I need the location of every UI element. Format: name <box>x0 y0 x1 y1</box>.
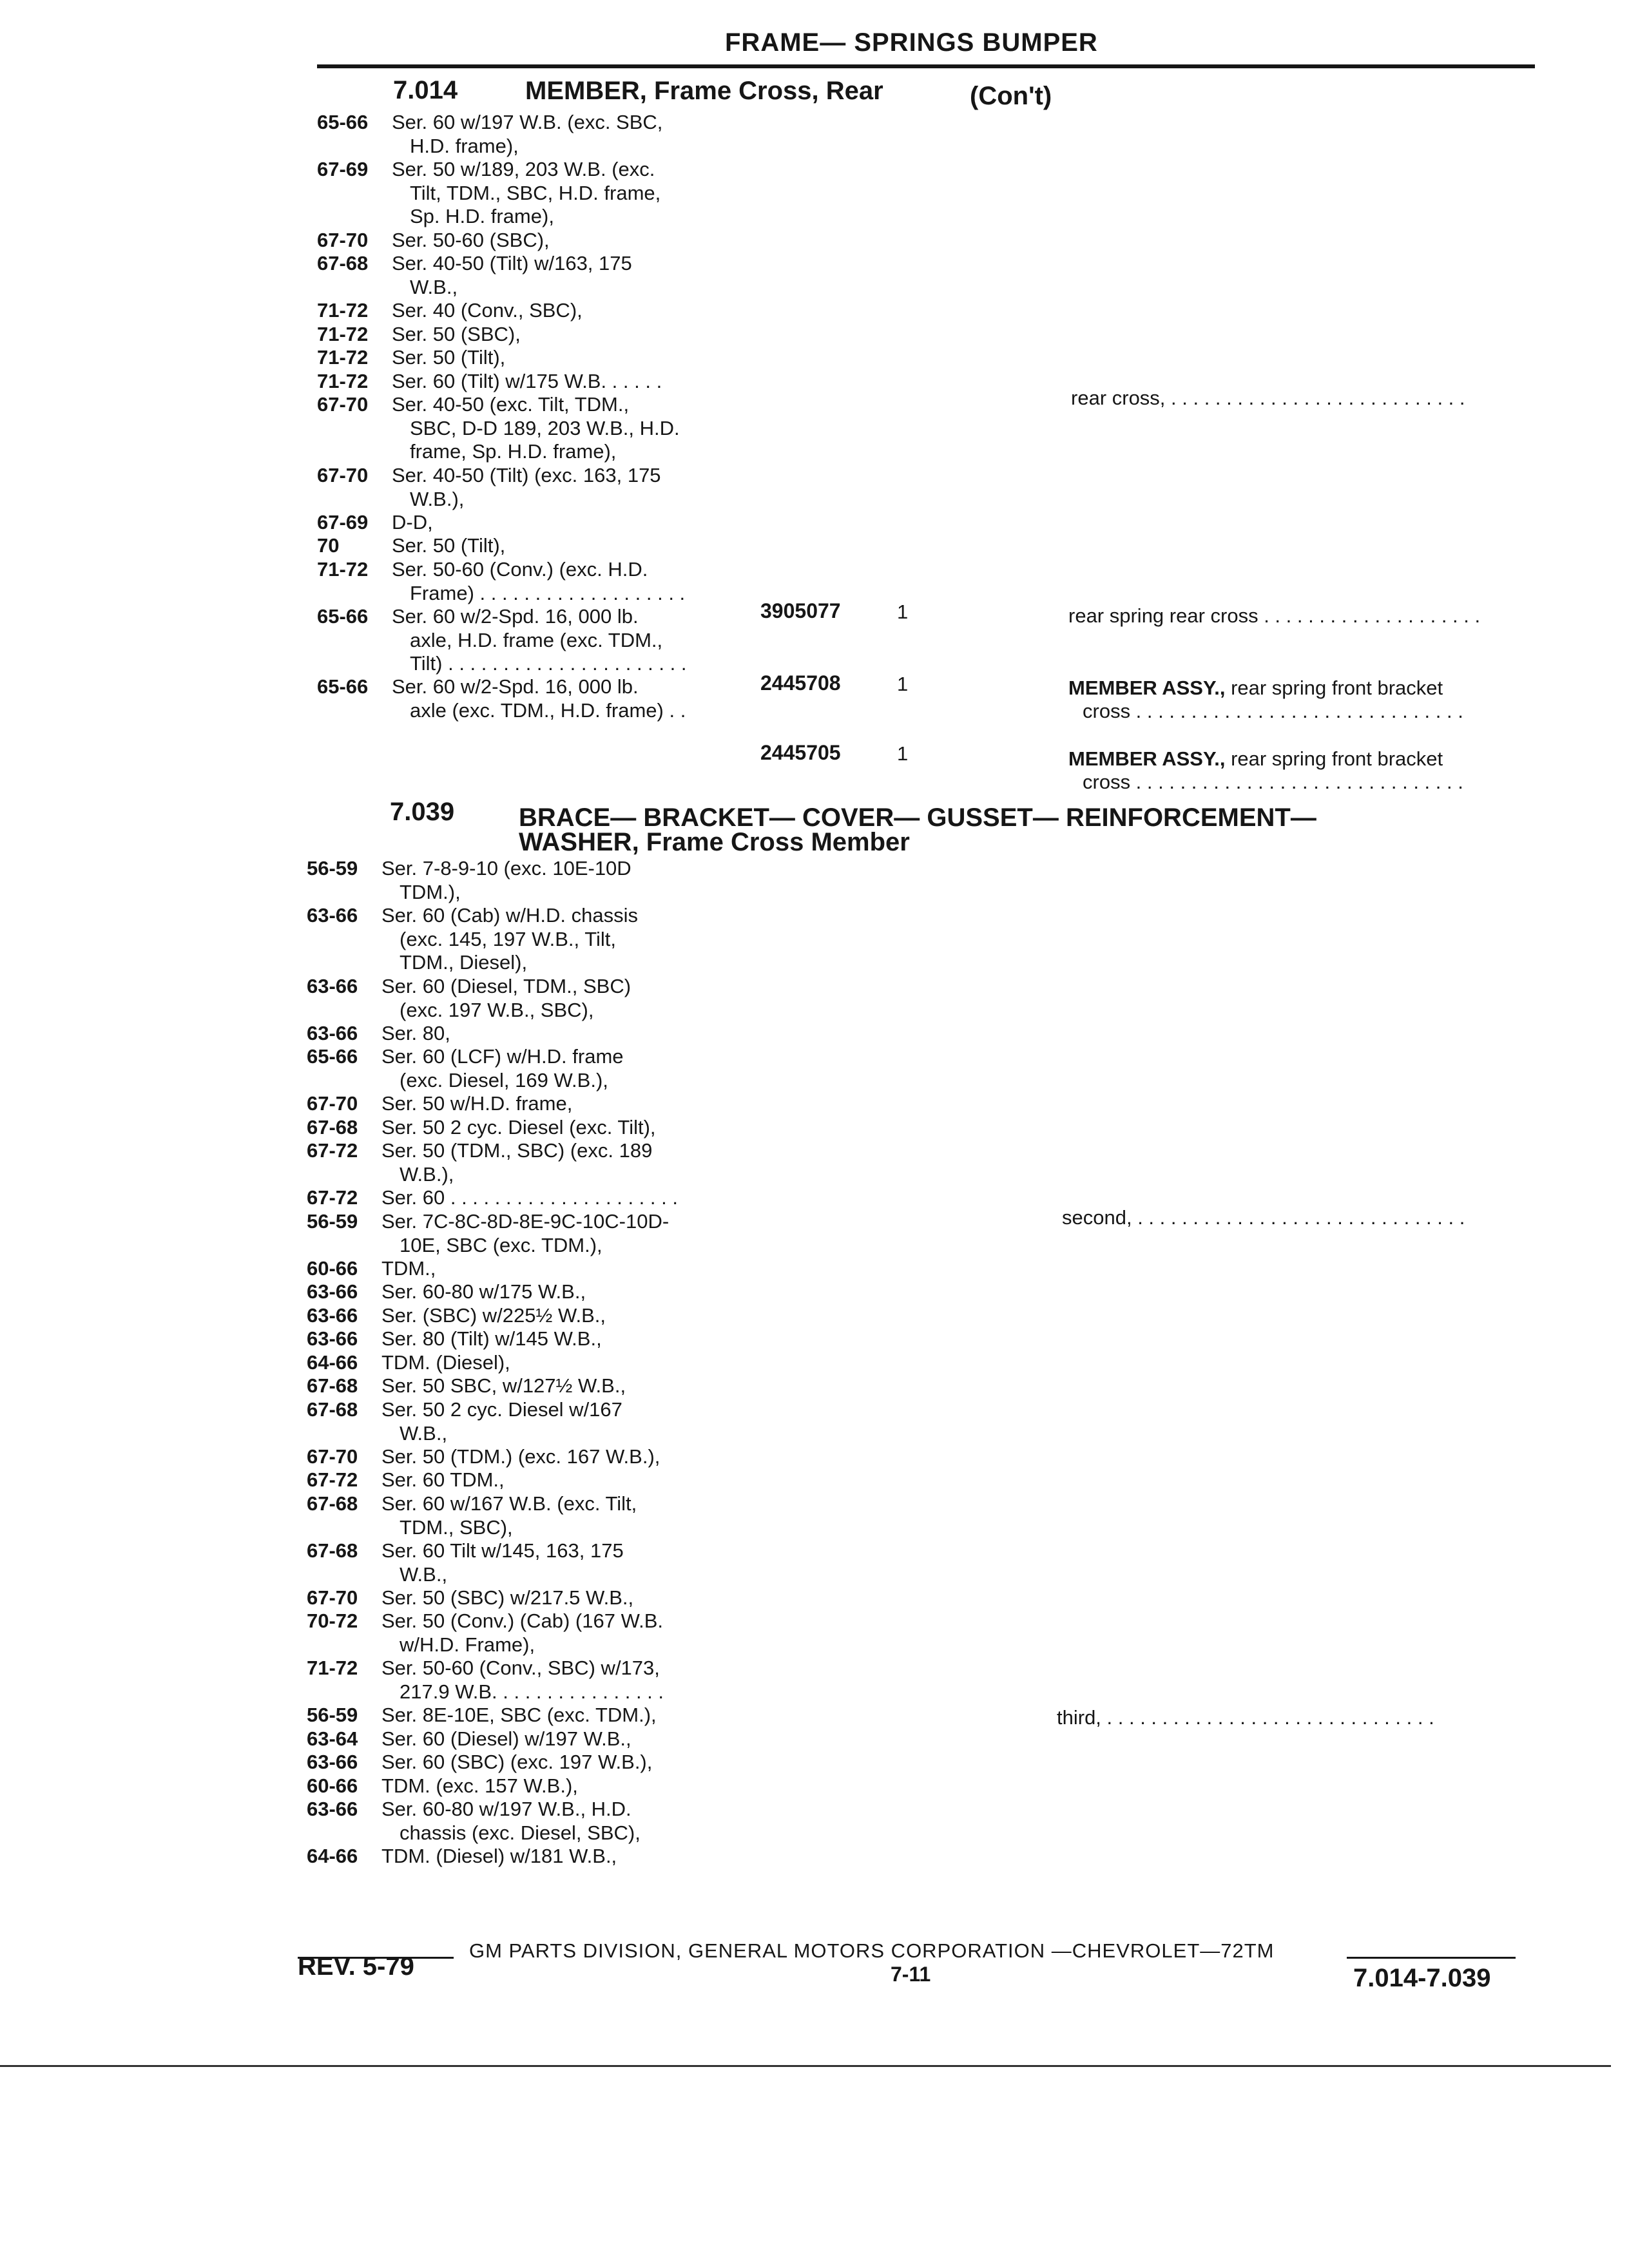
revision-label: REV. 5-79 <box>298 1952 414 1981</box>
application-text-continued: TDM., Diesel), <box>400 951 528 974</box>
list-item <box>317 511 768 535</box>
application-text: Ser. 60 (Diesel) w/197 W.B., <box>381 1727 631 1750</box>
part-name: MEMBER ASSY., <box>1068 747 1226 770</box>
footer-rule-right <box>1347 1957 1516 1959</box>
list-item <box>307 1351 758 1375</box>
model-years: 70 <box>317 534 340 557</box>
model-years: 67-68 <box>307 1492 358 1515</box>
model-years: 63-66 <box>307 1798 358 1820</box>
list-item <box>307 1116 758 1140</box>
quantity: 1 <box>897 601 909 623</box>
application-text: Ser. 7C-8C-8D-8E-9C-10C-10D- <box>381 1210 670 1233</box>
application-text-continued: 217.9 W.B. . . . . . . . . . . . . . . . <box>400 1680 664 1703</box>
application-text: Ser. 60-80 w/197 W.B., H.D. <box>381 1798 631 1820</box>
list-item <box>307 1092 758 1116</box>
application-text-continued: W.B.), <box>410 488 465 510</box>
model-years: 67-70 <box>317 393 369 416</box>
application-text-continued: frame, Sp. H.D. frame), <box>410 440 617 463</box>
application-text-continued: TDM., SBC), <box>400 1516 513 1539</box>
application-text: D-D, <box>392 511 433 533</box>
list-item <box>317 370 768 394</box>
model-years: 56-59 <box>307 1704 358 1726</box>
application-text: Ser. 40-50 (exc. Tilt, TDM., <box>392 393 630 416</box>
model-years: 71-72 <box>307 1657 358 1679</box>
application-text: Ser. 60 (SBC) (exc. 197 W.B.), <box>381 1751 653 1773</box>
model-years: 65-66 <box>317 111 369 133</box>
list-item <box>317 605 768 676</box>
list-item <box>317 675 768 722</box>
list-item <box>307 1186 758 1210</box>
list-item <box>317 393 768 464</box>
application-text: Ser. 8E-10E, SBC (exc. TDM.), <box>381 1704 657 1726</box>
list-item <box>317 299 768 323</box>
application-text: Ser. 60 w/2-Spd. 16, 000 lb. <box>392 605 639 628</box>
model-years: 56-59 <box>307 857 358 879</box>
part-description: second, . . . . . . . . . . . . . . . . . . . . . . . . . . . . . . <box>1062 1206 1465 1229</box>
list-item <box>317 464 768 511</box>
application-text: Ser. 50 (Conv.) (Cab) (167 W.B. <box>381 1610 664 1632</box>
model-years: 67-68 <box>317 252 369 274</box>
list-item <box>307 975 758 1022</box>
model-years: 67-69 <box>317 158 369 180</box>
application-text: Ser. 7-8-9-10 (exc. 10E-10D <box>381 857 631 879</box>
application-text-continued: (exc. 145, 197 W.B., Tilt, <box>400 928 616 950</box>
list-item <box>307 857 758 904</box>
list-item <box>307 1727 758 1751</box>
application-text: Ser. 50 2 cyc. Diesel w/167 <box>381 1398 622 1421</box>
model-years: 67-70 <box>307 1586 358 1609</box>
application-text: Ser. 60 w/167 W.B. (exc. Tilt, <box>381 1492 637 1515</box>
list-item <box>317 229 768 253</box>
quantity: 1 <box>897 742 909 765</box>
application-text: Ser. 50 (Tilt), <box>392 534 506 557</box>
list-item <box>307 1657 758 1704</box>
page-number: 7-11 <box>891 1963 931 1986</box>
part-number: 2445708 <box>760 671 841 695</box>
model-years: 65-66 <box>317 675 369 698</box>
part-description-line2: cross . . . . . . . . . . . . . . . . . . . . . . . . . . . . . . <box>1083 700 1463 722</box>
application-text-continued: axle, H.D. frame (exc. TDM., <box>410 629 663 651</box>
quantity: 1 <box>897 673 909 695</box>
application-text-continued: W.B.), <box>400 1163 454 1186</box>
model-years: 63-66 <box>307 904 358 927</box>
application-text-continued: chassis (exc. Diesel, SBC), <box>400 1821 641 1844</box>
model-years: 63-64 <box>307 1727 358 1750</box>
application-text: Ser. 50 SBC, w/127½ W.B., <box>381 1374 626 1397</box>
list-item <box>307 1304 758 1328</box>
footer-publisher: GM PARTS DIVISION, GENERAL MOTORS CORPORATION —CHEVROLET—72TM <box>469 1939 1275 1962</box>
application-text: Ser. 50 w/H.D. frame, <box>381 1092 573 1115</box>
list-item <box>317 158 768 229</box>
application-text-continued: W.B., <box>400 1563 448 1586</box>
part-number: 3905077 <box>760 599 841 622</box>
model-years: 63-66 <box>307 1327 358 1350</box>
model-years: 67-70 <box>307 1445 358 1468</box>
model-years: 67-68 <box>307 1116 358 1139</box>
model-years: 71-72 <box>317 370 369 392</box>
application-text-continued: W.B., <box>410 276 458 298</box>
model-years: 63-66 <box>307 1280 358 1303</box>
model-years: 64-66 <box>307 1351 358 1374</box>
part-description-rest: rear spring front bracket <box>1225 747 1443 770</box>
model-years: 67-68 <box>307 1374 358 1397</box>
application-text: Ser. 50 w/189, 203 W.B. (exc. <box>392 158 655 180</box>
application-text-continued: (exc. 197 W.B., SBC), <box>400 999 594 1021</box>
model-years: 63-66 <box>307 975 358 997</box>
application-text: TDM. (exc. 157 W.B.), <box>381 1774 578 1797</box>
section-title: BRACE— BRACKET— COVER— GUSSET— REINFORCEMENT— <box>519 803 1316 832</box>
application-text: Ser. 80 (Tilt) w/145 W.B., <box>381 1327 602 1350</box>
list-item <box>317 111 768 158</box>
application-text-continued: TDM.), <box>400 881 461 903</box>
model-years: 67-70 <box>317 464 369 486</box>
application-text: Ser. 60 (Tilt) w/175 W.B. . . . . . <box>392 370 662 392</box>
application-text: Ser. 60 w/197 W.B. (exc. SBC, <box>392 111 663 133</box>
application-text: Ser. 50 (TDM.) (exc. 167 W.B.), <box>381 1445 660 1468</box>
model-years: 70-72 <box>307 1610 358 1632</box>
part-name: MEMBER ASSY., <box>1068 677 1226 699</box>
list-item <box>307 1210 758 1257</box>
list-item <box>317 558 768 605</box>
application-text: Ser. 50-60 (Conv., SBC) w/173, <box>381 1657 660 1679</box>
model-years: 63-66 <box>307 1304 358 1327</box>
section-number: 7.039 <box>390 798 455 826</box>
model-years: 63-66 <box>307 1022 358 1044</box>
model-years: 60-66 <box>307 1774 358 1797</box>
model-years: 71-72 <box>317 346 369 369</box>
application-text: Ser. 60 TDM., <box>381 1468 505 1491</box>
model-years: 65-66 <box>317 605 369 628</box>
application-text: Ser. 60-80 w/175 W.B., <box>381 1280 586 1303</box>
model-years: 67-68 <box>307 1539 358 1562</box>
list-item <box>307 1845 758 1869</box>
model-years: 71-72 <box>317 323 369 345</box>
application-text: Ser. 50-60 (SBC), <box>392 229 550 251</box>
part-description: rear cross, . . . . . . . . . . . . . . . . . . . . . . . . . . . <box>1071 387 1465 409</box>
list-item <box>317 323 768 347</box>
application-text: Ser. 50 (SBC), <box>392 323 521 345</box>
application-text: Ser. 50 (SBC) w/217.5 W.B., <box>381 1586 634 1609</box>
application-text: Ser. 80, <box>381 1022 450 1044</box>
application-text-continued: H.D. frame), <box>410 135 519 157</box>
model-years: 67-72 <box>307 1186 358 1209</box>
application-text-continued: axle (exc. TDM., H.D. frame) . . <box>410 699 686 722</box>
list-item <box>307 1610 758 1657</box>
list-item <box>317 252 768 299</box>
model-years: 67-68 <box>307 1398 358 1421</box>
application-text: Ser. 50 (TDM., SBC) (exc. 189 <box>381 1139 653 1162</box>
list-item <box>317 346 768 370</box>
model-years: 56-59 <box>307 1210 358 1233</box>
part-description: third, . . . . . . . . . . . . . . . . . . . . . . . . . . . . . . <box>1057 1706 1434 1729</box>
page-header-title: FRAME— SPRINGS BUMPER <box>725 28 1098 57</box>
part-description: rear spring rear cross . . . . . . . . . . . . . . . . . . . . <box>1068 604 1481 627</box>
application-text-continued: 10E, SBC (exc. TDM.), <box>400 1234 602 1256</box>
part-description <box>1068 677 1443 700</box>
list-item <box>307 1774 758 1798</box>
model-years: 67-72 <box>307 1139 358 1162</box>
model-years: 64-66 <box>307 1845 358 1867</box>
list-item <box>307 1539 758 1586</box>
header-rule <box>317 64 1535 68</box>
list-item <box>307 1445 758 1469</box>
model-years: 67-70 <box>307 1092 358 1115</box>
list-item <box>307 1327 758 1351</box>
list-item <box>317 534 768 558</box>
part-description-line2: cross . . . . . . . . . . . . . . . . . . . . . . . . . . . . . . <box>1083 771 1463 793</box>
application-text: Ser. (SBC) w/225½ W.B., <box>381 1304 606 1327</box>
model-years: 71-72 <box>317 299 369 322</box>
model-years: 60-66 <box>307 1257 358 1280</box>
list-item <box>307 1139 758 1186</box>
list-item <box>307 1798 758 1845</box>
part-number: 2445705 <box>760 741 841 764</box>
list-item <box>307 1586 758 1610</box>
scan-edge-line <box>0 2065 1611 2067</box>
application-text-continued: SBC, D-D 189, 203 W.B., H.D. <box>410 417 680 439</box>
application-text-continued: W.B., <box>400 1422 448 1445</box>
application-text: Ser. 50-60 (Conv.) (exc. H.D. <box>392 558 648 581</box>
list-item <box>307 1280 758 1304</box>
model-years: 67-70 <box>317 229 369 251</box>
model-years: 67-72 <box>307 1468 358 1491</box>
part-description-rest: rear spring front bracket <box>1225 677 1443 699</box>
application-text-continued: Tilt, TDM., SBC, H.D. frame, <box>410 182 661 204</box>
application-text: TDM. (Diesel), <box>381 1351 510 1374</box>
list-item <box>307 904 758 975</box>
section-number: 7.014 <box>393 76 458 104</box>
application-text: TDM., <box>381 1257 436 1280</box>
application-text: Ser. 40 (Conv., SBC), <box>392 299 583 322</box>
application-text: Ser. 60 (LCF) w/H.D. frame <box>381 1045 624 1068</box>
application-text: TDM. (Diesel) w/181 W.B., <box>381 1845 617 1867</box>
application-text: Ser. 60 (Diesel, TDM., SBC) <box>381 975 631 997</box>
list-item <box>307 1468 758 1492</box>
list-item <box>307 1022 758 1046</box>
list-item <box>307 1257 758 1281</box>
list-item <box>307 1751 758 1774</box>
section-title-line2: WASHER, Frame Cross Member <box>519 828 910 856</box>
application-text-continued: Tilt) . . . . . . . . . . . . . . . . . . . . . . <box>410 652 687 675</box>
application-text: Ser. 60 (Cab) w/H.D. chassis <box>381 904 638 927</box>
application-text-continued: Sp. H.D. frame), <box>410 205 554 227</box>
application-text: Ser. 60 . . . . . . . . . . . . . . . . . . . . . <box>381 1186 678 1209</box>
application-text: Ser. 40-50 (Tilt) w/163, 175 <box>392 252 632 274</box>
list-item <box>307 1045 758 1092</box>
list-item <box>307 1704 758 1727</box>
model-years: 63-66 <box>307 1751 358 1773</box>
application-text-continued: (exc. Diesel, 169 W.B.), <box>400 1069 608 1091</box>
section-range: 7.014-7.039 <box>1353 1964 1491 1992</box>
application-text: Ser. 50 2 cyc. Diesel (exc. Tilt), <box>381 1116 656 1139</box>
application-text: Ser. 40-50 (Tilt) (exc. 163, 175 <box>392 464 661 486</box>
application-text: Ser. 60 w/2-Spd. 16, 000 lb. <box>392 675 639 698</box>
section-title: MEMBER, Frame Cross, Rear <box>525 77 883 105</box>
model-years: 67-69 <box>317 511 369 533</box>
section-title-continued: (Con't) <box>970 82 1052 110</box>
application-text-continued: Frame) . . . . . . . . . . . . . . . . . . . <box>410 582 686 604</box>
application-text: Ser. 50 (Tilt), <box>392 346 506 369</box>
model-years: 71-72 <box>317 558 369 581</box>
part-description <box>1068 747 1443 771</box>
list-item <box>307 1374 758 1398</box>
model-years: 65-66 <box>307 1045 358 1068</box>
application-text: Ser. 60 Tilt w/145, 163, 175 <box>381 1539 624 1562</box>
application-text-continued: w/H.D. Frame), <box>400 1633 535 1656</box>
list-item <box>307 1492 758 1539</box>
list-item <box>307 1398 758 1445</box>
